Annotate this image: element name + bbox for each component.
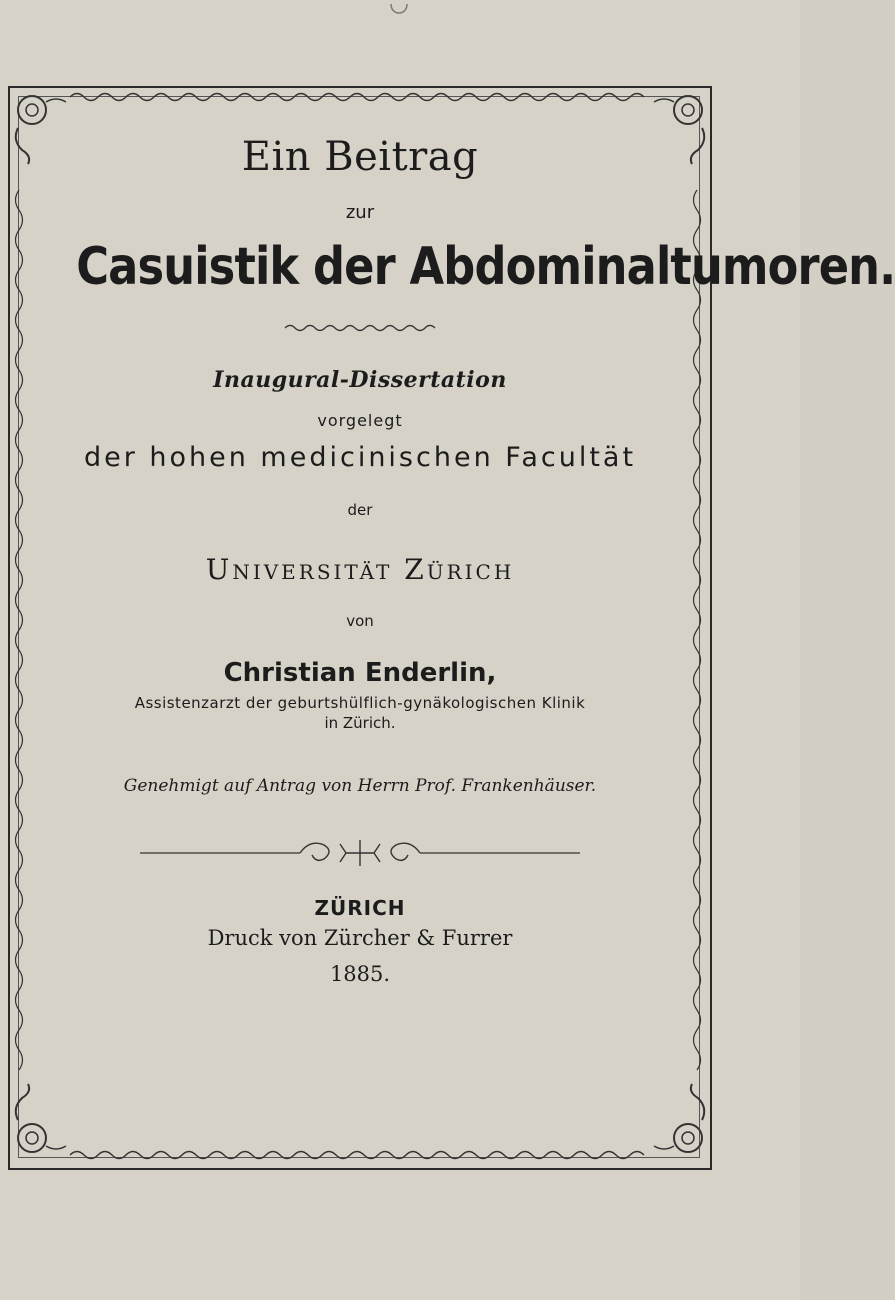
page-mark-icon <box>388 0 410 22</box>
wave-separator <box>285 323 435 333</box>
submitted-label: vorgelegt <box>317 411 403 430</box>
printer: Druck von Zürcher & Furrer <box>207 926 513 950</box>
approval-note: Genehmigt auf Antrag von Herrn Prof. Frankenhäuser. <box>123 776 597 796</box>
by-label: von <box>346 612 374 630</box>
faculty-line: der hohen medicinischen Facultät <box>83 442 637 473</box>
ornamental-divider-icon <box>140 836 580 870</box>
dissertation-label: Inaugural-Dissertation <box>213 367 507 393</box>
left-wave-border <box>12 190 26 1070</box>
year: 1885. <box>329 962 391 986</box>
author-name: Christian Enderlin, <box>223 658 497 688</box>
right-wave-border <box>690 190 704 1070</box>
main-title: Casuistik der Abdominaltumoren. <box>76 237 895 297</box>
corner-ornament-icon <box>10 1080 70 1160</box>
place: ZÜRICH <box>314 896 406 920</box>
author-role: Assistenzarzt der geburtshülflich-gynäkologischen Klinik <box>134 694 586 712</box>
top-wave-border <box>70 90 650 104</box>
of-label: der <box>347 501 373 519</box>
bottom-wave-border <box>70 1148 650 1162</box>
author-location: in Zürich. <box>324 714 396 732</box>
corner-ornament-icon <box>650 1080 710 1160</box>
title-line-2: zur <box>345 202 375 223</box>
university-name: Universität Zürich <box>205 553 515 586</box>
title-content <box>30 120 895 986</box>
title-line-1: Ein Beitrag <box>241 134 479 180</box>
